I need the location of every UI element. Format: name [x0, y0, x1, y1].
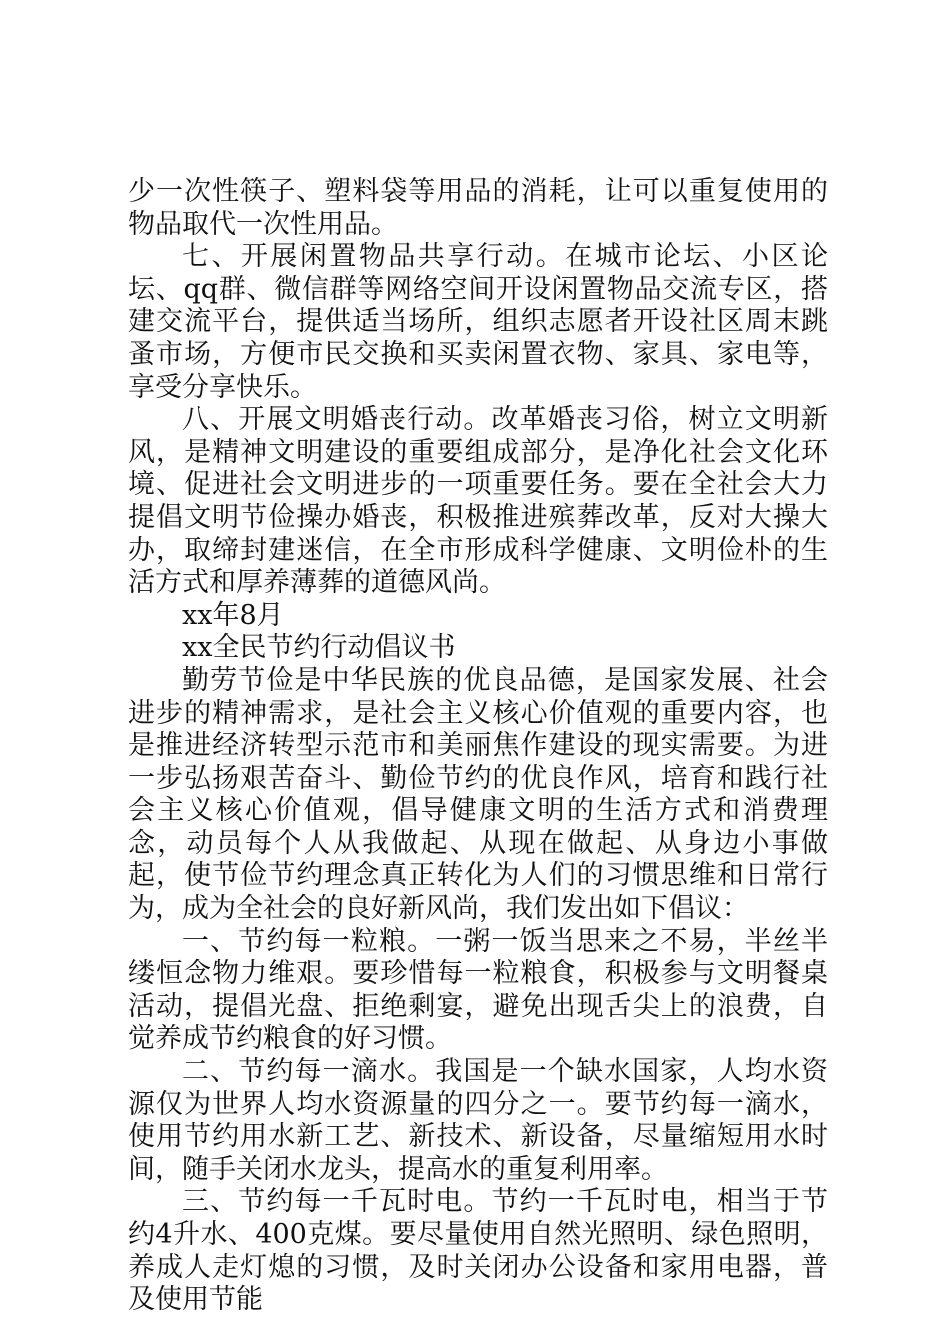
paragraph-item-eight: 八、开展文明婚丧行动。改革婚丧习俗，树立文明新风，是精神文明建设的重要组成部分，是净化社会文化环境、促进社会文明进步的一项重要任务。要在全社会大力提倡文明节俭操办婚丧，积极推进殡葬改革，反对大操大办，取缔封建迷信，在全市形成科学健康、文明俭朴的生活方式和厚养薄葬的道德风尚。: [128, 404, 828, 599]
paragraph-item-two: 二、节约每一滴水。我国是一个缺水国家，人均水资源仅为世界人均水资源量的四分之一。要节约每一滴水，使用节约用水新工艺、新技术、新设备，尽量缩短用水时间，随手关闭水龙头，提高水的重复利用率。: [128, 1056, 828, 1185]
paragraph-intro: 勤劳节俭是中华民族的优良品德，是国家发展、社会进步的精神需求，是社会主义核心价值观的重要内容，也是推进经济转型示范市和美丽焦作建设的现实需要。为进一步弘扬艰苦奋斗、勤俭节约的优良作风，培育和践行社会主义核心价值观，倡导健康文明的生活方式和消费理念，动员每个人从我做起、从现在做起、从身边小事做起，使节俭节约理念真正转化为人们的习惯思维和日常行为，成为全社会的良好新风尚，我们发出如下倡议：: [128, 664, 828, 925]
paragraph-item-three: 三、节约每一千瓦时电。节约一千瓦时电，相当于节约4升水、400克煤。要尽量使用自然光照明、绿色照明，养成人走灯熄的习惯，及时关闭办公设备和家用电器，普及使用节能: [128, 1186, 828, 1316]
paragraph-continuation: 少一次性筷子、塑料袋等用品的消耗，让可以重复使用的物品取代一次性用品。: [128, 176, 828, 240]
document-body: [128, 176, 828, 1317]
paragraph-item-seven: 七、开展闲置物品共享行动。在城市论坛、小区论坛、qq群、微信群等网络空间开设闲置物品交流专区，搭建交流平台，提供适当场所，组织志愿者开设社区周末跳蚤市场，方便市民交换和买卖闲置衣物、家具、家电等，享受分享快乐。: [128, 241, 828, 403]
date-line: xx年8月: [182, 599, 284, 631]
paragraph-item-one: 一、节约每一粒粮。一粥一饭当思来之不易，半丝半缕恒念物力维艰。要珍惜每一粒粮食，积极参与文明餐桌活动，提倡光盘、拒绝剩宴，避免出现舌尖上的浪费，自觉养成节约粮食的好习惯。: [128, 925, 828, 1055]
document-title: xx全民节约行动倡议书: [182, 632, 456, 664]
